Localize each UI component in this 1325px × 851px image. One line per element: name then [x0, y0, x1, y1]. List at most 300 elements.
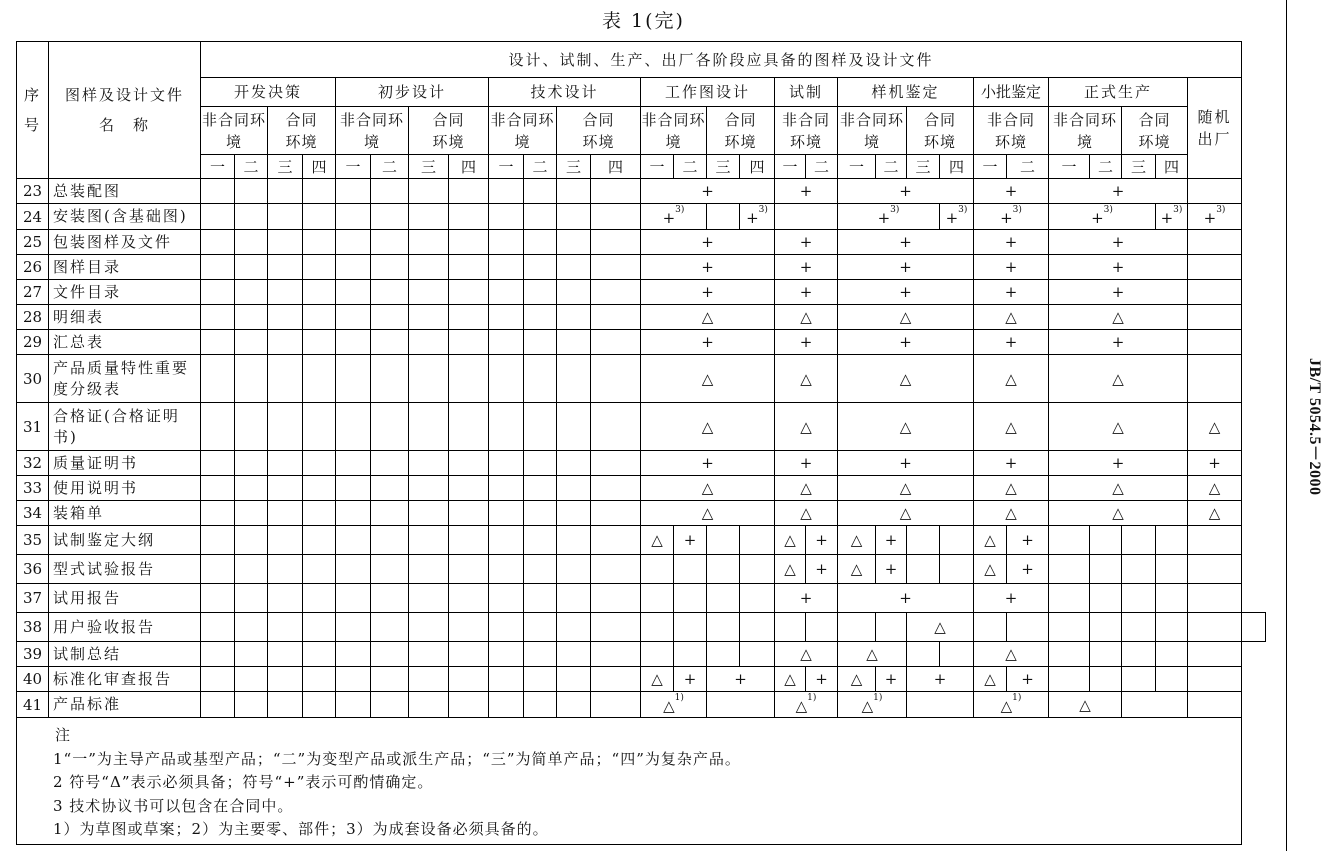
empty-cell: [336, 230, 371, 255]
empty-cell: [201, 501, 235, 526]
mark-cell: △: [838, 555, 876, 584]
row-number: 34: [17, 501, 49, 526]
mark-cell: +$^{3)}$: [1156, 204, 1188, 230]
env-header: 非合同环境: [336, 107, 409, 155]
env-header: 合同环境: [268, 107, 336, 155]
empty-cell: [674, 584, 707, 613]
mark-cell: +: [707, 667, 775, 692]
mark-cell: △: [838, 305, 974, 330]
empty-cell: [235, 501, 268, 526]
row-doc-name: 明细表: [49, 305, 201, 330]
empty-cell: [1188, 613, 1242, 642]
empty-cell: [1049, 555, 1090, 584]
empty-cell: [1188, 667, 1242, 692]
empty-cell: [336, 667, 371, 692]
empty-cell: [524, 255, 557, 280]
mark-cell: [775, 204, 838, 230]
empty-cell: [303, 179, 336, 204]
mark-cell: △: [838, 642, 907, 667]
empty-cell: [336, 501, 371, 526]
empty-cell: [449, 204, 489, 230]
table-row: [17, 642, 1266, 667]
empty-cell: [591, 355, 641, 403]
table-row: [17, 613, 1266, 642]
mark-cell: +: [876, 667, 907, 692]
empty-cell: [371, 667, 409, 692]
empty-cell: [674, 555, 707, 584]
code-cell: 四: [303, 155, 336, 179]
row-doc-name: 试制鉴定大纲: [49, 526, 201, 555]
empty-cell: [524, 555, 557, 584]
empty-cell: [1188, 692, 1242, 718]
empty-cell: [591, 280, 641, 305]
empty-cell: [524, 355, 557, 403]
mark-cell: +: [1049, 230, 1188, 255]
mark-cell: △: [838, 526, 876, 555]
empty-cell: [449, 667, 489, 692]
empty-cell: [336, 613, 371, 642]
empty-cell: [303, 403, 336, 451]
empty-cell: [641, 613, 674, 642]
empty-cell: [1049, 613, 1090, 642]
mark-cell: △: [641, 403, 775, 451]
mark-cell: [1188, 280, 1242, 305]
empty-cell: [591, 584, 641, 613]
row-number: 24: [17, 204, 49, 230]
empty-cell: [201, 403, 235, 451]
empty-cell: [303, 204, 336, 230]
mark-cell: +: [974, 280, 1049, 305]
stage-header: 样机鉴定: [838, 78, 974, 107]
empty-cell: [489, 255, 524, 280]
empty-cell: [449, 355, 489, 403]
table-row: [17, 667, 1266, 692]
empty-cell: [524, 330, 557, 355]
row-doc-name: 质量证明书: [49, 451, 201, 476]
mark-cell: +$^{3)}$: [1188, 204, 1242, 230]
code-cell: 一: [489, 155, 524, 179]
empty-cell: [268, 526, 303, 555]
table-row: [17, 451, 1266, 476]
mark-cell: +: [775, 451, 838, 476]
code-cell: 三: [907, 155, 940, 179]
code-cell: 一: [336, 155, 371, 179]
mark-cell: +: [1049, 330, 1188, 355]
mark-cell: △: [641, 476, 775, 501]
mark-cell: △: [838, 501, 974, 526]
empty-cell: [524, 451, 557, 476]
env-header: 非合同环境: [489, 107, 557, 155]
empty-cell: [524, 280, 557, 305]
empty-cell: [557, 555, 591, 584]
row-number: 39: [17, 642, 49, 667]
empty-cell: [591, 179, 641, 204]
env-header: 合同环境: [1122, 107, 1188, 155]
empty-cell: [201, 584, 235, 613]
empty-cell: [268, 642, 303, 667]
code-cell: 二: [1007, 155, 1049, 179]
code-cell: 三: [1122, 155, 1156, 179]
empty-cell: [336, 451, 371, 476]
mark-cell: △$^{1)}$: [641, 692, 707, 718]
table-row: [17, 280, 1266, 305]
mark-cell: +: [775, 330, 838, 355]
code-cell: 一: [1049, 155, 1090, 179]
empty-cell: [371, 255, 409, 280]
env-header: 合同环境: [907, 107, 974, 155]
empty-cell: [201, 613, 235, 642]
empty-cell: [1188, 555, 1242, 584]
row-doc-name: 标准化审查报告: [49, 667, 201, 692]
empty-cell: [235, 305, 268, 330]
empty-cell: [303, 667, 336, 692]
empty-cell: [201, 280, 235, 305]
empty-cell: [201, 179, 235, 204]
mark-cell: △: [1049, 501, 1188, 526]
empty-cell: [707, 204, 740, 230]
code-cell: 二: [876, 155, 907, 179]
mark-cell: +: [907, 667, 974, 692]
code-cell: 一: [775, 155, 806, 179]
empty-cell: [303, 501, 336, 526]
mark-cell: [1188, 330, 1242, 355]
empty-cell: [707, 526, 740, 555]
empty-cell: [336, 403, 371, 451]
empty-cell: [557, 230, 591, 255]
empty-cell: [336, 692, 371, 718]
empty-cell: [303, 451, 336, 476]
empty-cell: [268, 255, 303, 280]
empty-cell: [1122, 642, 1156, 667]
code-cell: 一: [641, 155, 674, 179]
empty-cell: [235, 613, 268, 642]
empty-cell: [235, 667, 268, 692]
empty-cell: [409, 305, 449, 330]
stage-header: 开发决策: [201, 78, 336, 107]
code-cell: 二: [371, 155, 409, 179]
mark-cell: +: [775, 280, 838, 305]
stage-header: 初步设计: [336, 78, 489, 107]
empty-cell: [303, 330, 336, 355]
empty-cell: [336, 355, 371, 403]
row-doc-name: 试用报告: [49, 584, 201, 613]
empty-cell: [591, 692, 641, 718]
mark-cell: △: [1049, 403, 1188, 451]
code-cell: 二: [674, 155, 707, 179]
empty-cell: [449, 501, 489, 526]
empty-cell: [201, 476, 235, 501]
code-cell: 二: [1090, 155, 1122, 179]
mark-cell: +: [838, 584, 974, 613]
header-stages-caption: 设计、试制、生产、出厂各阶段应具备的图样及设计文件: [201, 42, 1242, 78]
empty-cell: [489, 230, 524, 255]
empty-cell: [557, 305, 591, 330]
empty-cell: [489, 204, 524, 230]
row-number: 25: [17, 230, 49, 255]
mark-cell: +: [1049, 451, 1188, 476]
empty-cell: [591, 667, 641, 692]
mark-cell: +: [641, 451, 775, 476]
header-seq: 序号: [17, 42, 49, 179]
empty-cell: [268, 584, 303, 613]
empty-cell: [371, 280, 409, 305]
code-cell: 三: [268, 155, 303, 179]
empty-cell: [806, 613, 838, 642]
mark-cell: △: [775, 355, 838, 403]
mark-cell: △: [641, 526, 674, 555]
empty-cell: [557, 451, 591, 476]
empty-cell: [489, 305, 524, 330]
empty-cell: [235, 642, 268, 667]
empty-cell: [1156, 667, 1188, 692]
row-doc-name: 文件目录: [49, 280, 201, 305]
mark-cell: +: [775, 179, 838, 204]
empty-cell: [449, 642, 489, 667]
empty-cell: [740, 613, 775, 642]
empty-cell: [740, 584, 775, 613]
empty-cell: [591, 613, 641, 642]
empty-cell: [489, 501, 524, 526]
mark-cell: △: [838, 355, 974, 403]
mark-cell: +: [641, 179, 775, 204]
empty-cell: [371, 230, 409, 255]
empty-cell: [907, 642, 940, 667]
empty-cell: [557, 403, 591, 451]
empty-cell: [371, 305, 409, 330]
empty-cell: [409, 613, 449, 642]
row-doc-name: 包装图样及文件: [49, 230, 201, 255]
empty-cell: [557, 476, 591, 501]
margin-rule: [1286, 0, 1287, 851]
row-doc-name: 汇总表: [49, 330, 201, 355]
empty-cell: [235, 555, 268, 584]
code-cell: 二: [806, 155, 838, 179]
mark-cell: +: [838, 255, 974, 280]
empty-cell: [1090, 555, 1122, 584]
empty-cell: [557, 613, 591, 642]
stage-header: 试制: [775, 78, 838, 107]
empty-cell: [1156, 613, 1188, 642]
empty-cell: [524, 526, 557, 555]
env-header: 非合同环境: [201, 107, 268, 155]
mark-cell: △: [775, 403, 838, 451]
empty-cell: [740, 555, 775, 584]
empty-cell: [336, 204, 371, 230]
table-row: [17, 692, 1266, 718]
mark-cell: +: [974, 584, 1049, 613]
empty-cell: [268, 692, 303, 718]
empty-cell: [489, 526, 524, 555]
mark-cell: +: [1007, 667, 1049, 692]
mark-cell: △: [974, 501, 1049, 526]
empty-cell: [336, 255, 371, 280]
empty-cell: [268, 230, 303, 255]
empty-cell: [489, 613, 524, 642]
mark-cell: +: [806, 526, 838, 555]
empty-cell: [591, 526, 641, 555]
mark-cell: △: [974, 642, 1049, 667]
mark-cell: △: [974, 526, 1007, 555]
empty-cell: [907, 555, 940, 584]
empty-cell: [489, 667, 524, 692]
env-header: 非合同环境: [775, 107, 838, 155]
stage-header: 小批鉴定: [974, 78, 1049, 107]
empty-cell: [1090, 584, 1122, 613]
empty-cell: [641, 642, 674, 667]
empty-cell: [907, 692, 974, 718]
empty-cell: [371, 642, 409, 667]
empty-cell: [449, 403, 489, 451]
empty-cell: [303, 613, 336, 642]
empty-cell: [371, 476, 409, 501]
empty-cell: [371, 451, 409, 476]
table-row: [17, 179, 1266, 204]
mark-cell: +: [641, 280, 775, 305]
empty-cell: [409, 476, 449, 501]
empty-cell: [524, 305, 557, 330]
empty-cell: [940, 555, 974, 584]
empty-cell: [674, 642, 707, 667]
empty-cell: [524, 403, 557, 451]
code-cell: 四: [740, 155, 775, 179]
empty-cell: [235, 355, 268, 403]
empty-cell: [235, 330, 268, 355]
empty-cell: [409, 355, 449, 403]
empty-cell: [1122, 692, 1188, 718]
empty-cell: [591, 451, 641, 476]
mark-cell: +: [806, 667, 838, 692]
empty-cell: [268, 451, 303, 476]
empty-cell: [489, 179, 524, 204]
row-number: 28: [17, 305, 49, 330]
mark-cell: +$^{3)}$: [740, 204, 775, 230]
empty-cell: [740, 526, 775, 555]
empty-cell: [371, 330, 409, 355]
empty-cell: [303, 280, 336, 305]
mark-cell: △: [974, 305, 1049, 330]
table-row: [17, 526, 1266, 555]
empty-cell: [489, 403, 524, 451]
env-header: 合同环境: [707, 107, 775, 155]
empty-cell: [235, 692, 268, 718]
mark-cell: △: [775, 642, 838, 667]
row-doc-name: 产品标准: [49, 692, 201, 718]
code-cell: 一: [838, 155, 876, 179]
empty-cell: [591, 255, 641, 280]
mark-cell: △: [838, 476, 974, 501]
code-cell: 一: [974, 155, 1007, 179]
empty-cell: [1122, 667, 1156, 692]
mark-cell: △: [1049, 692, 1122, 718]
table-row: [17, 501, 1266, 526]
notes-block: [17, 718, 1242, 845]
table-row: [17, 330, 1266, 355]
empty-cell: [235, 403, 268, 451]
empty-cell: [524, 204, 557, 230]
empty-cell: [336, 280, 371, 305]
note-line: 2 符号“Δ”表示必须具备；符号“+”表示可酌情确定。: [53, 773, 434, 791]
empty-cell: [591, 476, 641, 501]
row-doc-name: 图样目录: [49, 255, 201, 280]
note-line: 3 技术协议书可以包含在合同中。: [53, 796, 294, 815]
stage-header: 工作图设计: [641, 78, 775, 107]
empty-cell: [489, 692, 524, 718]
code-cell: 三: [707, 155, 740, 179]
empty-cell: [557, 667, 591, 692]
empty-cell: [524, 476, 557, 501]
mark-cell: +: [1049, 255, 1188, 280]
empty-cell: [201, 642, 235, 667]
mark-cell: +: [775, 255, 838, 280]
table-row: [17, 305, 1266, 330]
mark-cell: △: [1049, 355, 1188, 403]
empty-cell: [336, 179, 371, 204]
empty-cell: [876, 613, 907, 642]
empty-cell: [235, 179, 268, 204]
mark-cell: +: [674, 667, 707, 692]
empty-cell: [336, 642, 371, 667]
row-doc-name: 产品质量特性重要度分级表: [49, 355, 201, 403]
table-row: [17, 204, 1266, 230]
empty-cell: [449, 330, 489, 355]
mark-cell: [1188, 305, 1242, 330]
mark-cell: △$^{1)}$: [775, 692, 838, 718]
table-row: [17, 230, 1266, 255]
empty-cell: [371, 204, 409, 230]
row-doc-name: 总装配图: [49, 179, 201, 204]
empty-cell: [303, 584, 336, 613]
mark-cell: +: [641, 330, 775, 355]
row-doc-name: 使用说明书: [49, 476, 201, 501]
empty-cell: [371, 355, 409, 403]
row-doc-name: 用户验收报告: [49, 613, 201, 642]
mark-cell: +: [1049, 280, 1188, 305]
empty-cell: [449, 692, 489, 718]
empty-cell: [524, 230, 557, 255]
empty-cell: [371, 584, 409, 613]
code-cell: 二: [235, 155, 268, 179]
empty-cell: [201, 355, 235, 403]
empty-cell: [201, 526, 235, 555]
empty-cell: [557, 280, 591, 305]
empty-cell: [268, 179, 303, 204]
row-number: 36: [17, 555, 49, 584]
empty-cell: [409, 555, 449, 584]
mark-cell: +: [1049, 179, 1188, 204]
code-cell: 四: [940, 155, 974, 179]
empty-cell: [303, 526, 336, 555]
empty-cell: [268, 330, 303, 355]
row-number: 40: [17, 667, 49, 692]
mark-cell: +: [876, 555, 907, 584]
empty-cell: [591, 230, 641, 255]
note-line: 1）为草图或草案；2）为主要零、部件；3）为成套设备必须具备的。: [53, 820, 549, 838]
empty-cell: [371, 501, 409, 526]
mark-cell: +: [838, 451, 974, 476]
mark-cell: +: [806, 555, 838, 584]
mark-cell: △: [1188, 501, 1242, 526]
empty-cell: [201, 667, 235, 692]
mark-cell: △: [775, 501, 838, 526]
mark-cell: +: [974, 230, 1049, 255]
row-doc-name: 安装图(含基础图): [49, 204, 201, 230]
mark-cell: △$^{1)}$: [838, 692, 907, 718]
empty-cell: [1049, 584, 1090, 613]
mark-cell: △: [775, 526, 806, 555]
mark-cell: [1188, 255, 1242, 280]
empty-cell: [489, 330, 524, 355]
empty-cell: [409, 692, 449, 718]
